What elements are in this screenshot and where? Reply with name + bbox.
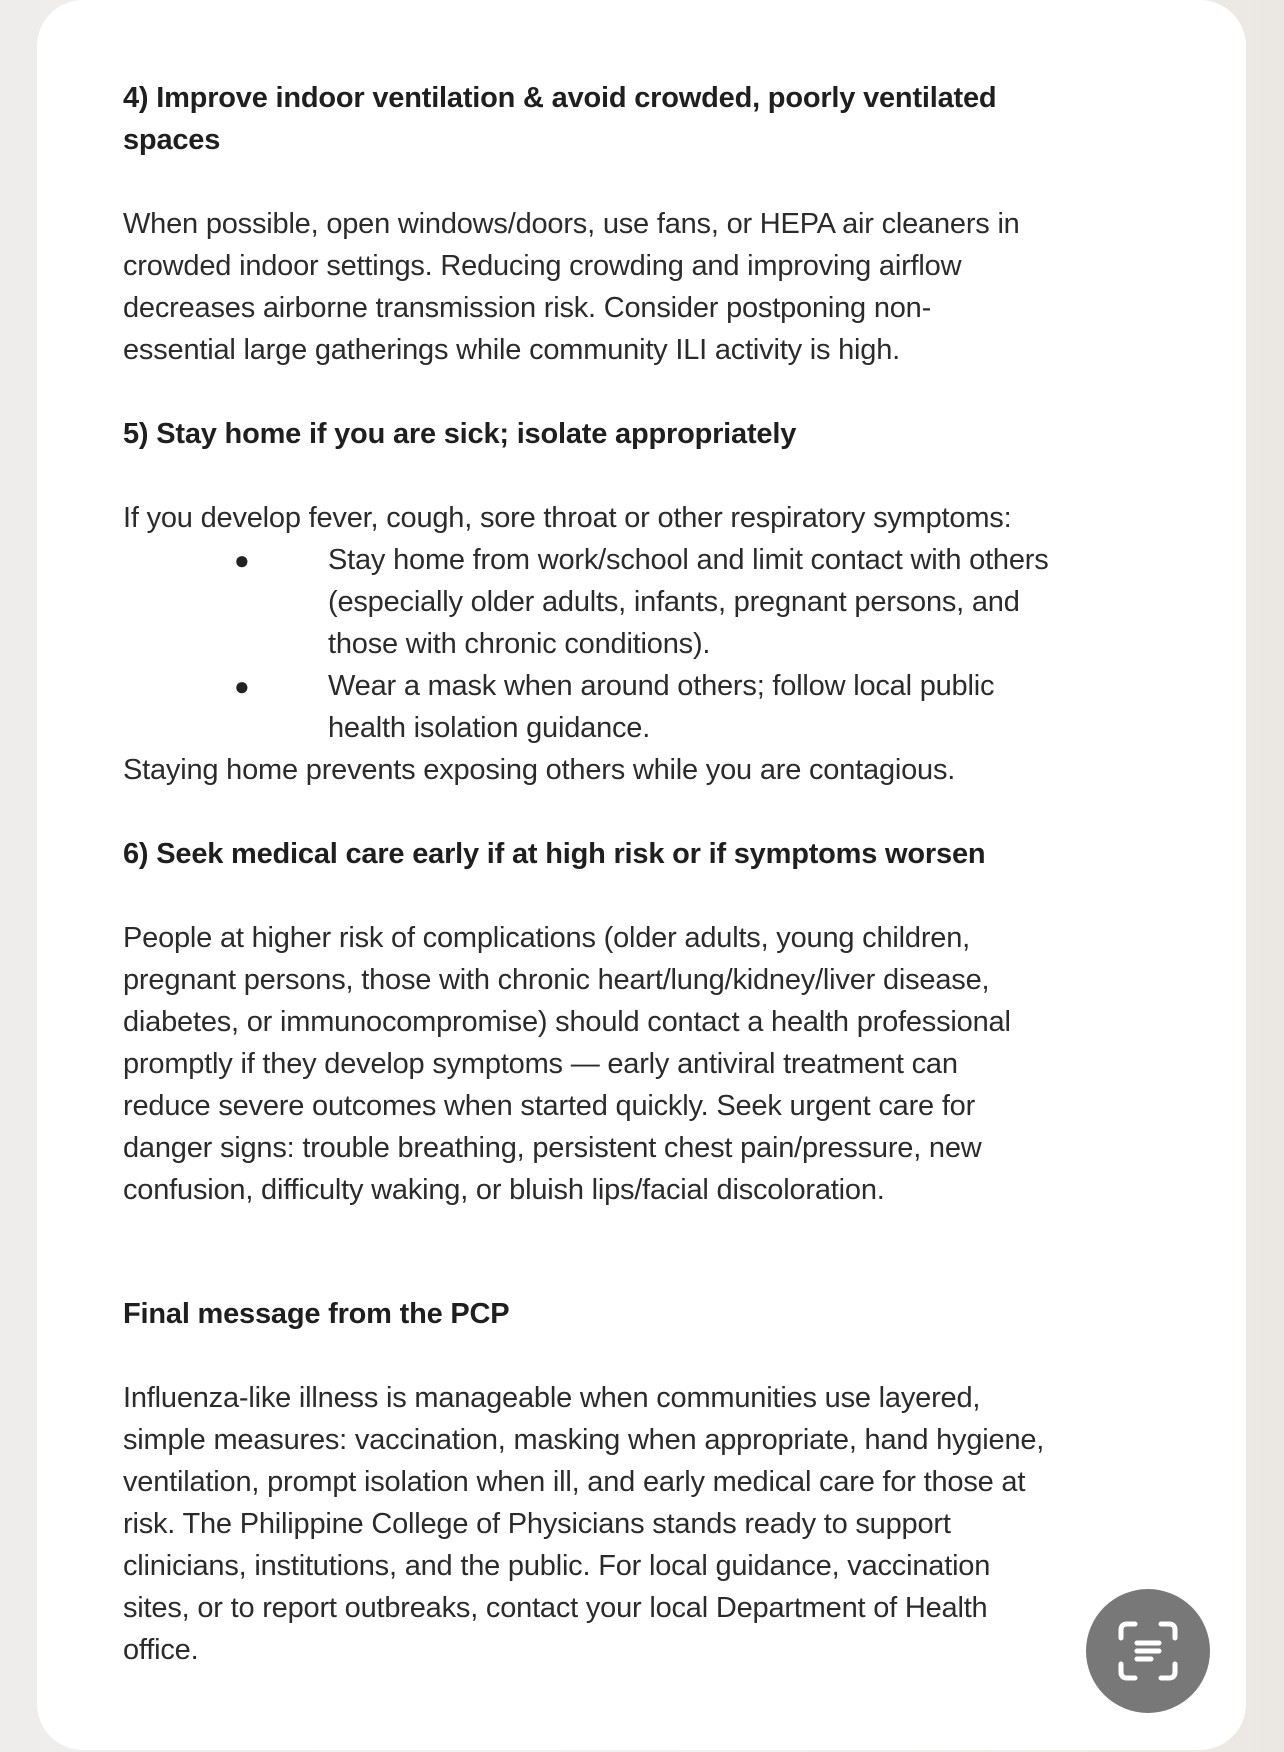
section-4-body-line: When possible, open windows/doors, use fans, or HEPA air cleaners in xyxy=(123,208,1020,240)
bullet-item-line: those with chronic conditions). xyxy=(328,628,711,660)
document-card xyxy=(37,0,1246,1750)
final-message-line: risk. The Philippine College of Physicians stands ready to support xyxy=(123,1508,951,1540)
section-4-heading-cont: spaces xyxy=(123,124,221,156)
section-6-heading: 6) Seek medical care early if at high risk or if symptoms worsen xyxy=(123,838,986,870)
section-6-body-line: danger signs: trouble breathing, persistent chest pain/pressure, new xyxy=(123,1132,982,1164)
final-message-line: ventilation, prompt isolation when ill, and early medical care for those at xyxy=(123,1466,1026,1498)
final-message-line: office. xyxy=(123,1634,199,1666)
section-6-body-line: promptly if they develop symptoms — early antiviral treatment can xyxy=(123,1048,958,1080)
section-6-body-line: People at higher risk of complications (older adults, young children, xyxy=(123,922,970,954)
bullet-item-line: (especially older adults, infants, pregnant persons, and xyxy=(328,586,1020,618)
bullet-icon: ● xyxy=(234,545,250,575)
section-4-body-line: crowded indoor settings. Reducing crowding and improving airflow xyxy=(123,250,962,282)
bullet-item-line: Wear a mask when around others; follow local public xyxy=(328,670,995,702)
section-6-body-line: diabetes, or immunocompromise) should contact a health professional xyxy=(123,1006,1011,1038)
section-4-body-line: decreases airborne transmission risk. Consider postponing non- xyxy=(123,292,932,324)
section-4-body-line: essential large gatherings while community ILI activity is high. xyxy=(123,334,901,366)
final-message-line: simple measures: vaccination, masking when appropriate, hand hygiene, xyxy=(123,1424,1045,1456)
section-6-body-line: reduce severe outcomes when started quickly. Seek urgent care for xyxy=(123,1090,976,1122)
section-5-heading: 5) Stay home if you are sick; isolate appropriately xyxy=(123,418,797,450)
section-5-intro: If you develop fever, cough, sore throat or other respiratory symptoms: xyxy=(123,502,1012,534)
live-text-scan-button[interactable] xyxy=(1086,1589,1210,1713)
final-message-line: sites, or to report outbreaks, contact your local Department of Health xyxy=(123,1592,988,1624)
section-4-heading: 4) Improve indoor ventilation & avoid crowded, poorly ventilated xyxy=(123,82,997,114)
bullet-item-line: health isolation guidance. xyxy=(328,712,651,744)
section-5-closing: Staying home prevents exposing others while you are contagious. xyxy=(123,754,956,786)
final-message-line: clinicians, institutions, and the public. For local guidance, vaccination xyxy=(123,1550,991,1582)
live-text-scan-icon xyxy=(1113,1616,1183,1686)
final-message-line: Influenza-like illness is manageable when communities use layered, xyxy=(123,1382,981,1414)
final-message-heading: Final message from the PCP xyxy=(123,1298,510,1330)
section-6-body-line: confusion, difficulty waking, or bluish lips/facial discoloration. xyxy=(123,1174,885,1206)
bullet-icon: ● xyxy=(234,671,250,701)
section-6-body-line: pregnant persons, those with chronic heart/lung/kidney/liver disease, xyxy=(123,964,990,996)
bullet-item-line: Stay home from work/school and limit contact with others xyxy=(328,544,1049,576)
